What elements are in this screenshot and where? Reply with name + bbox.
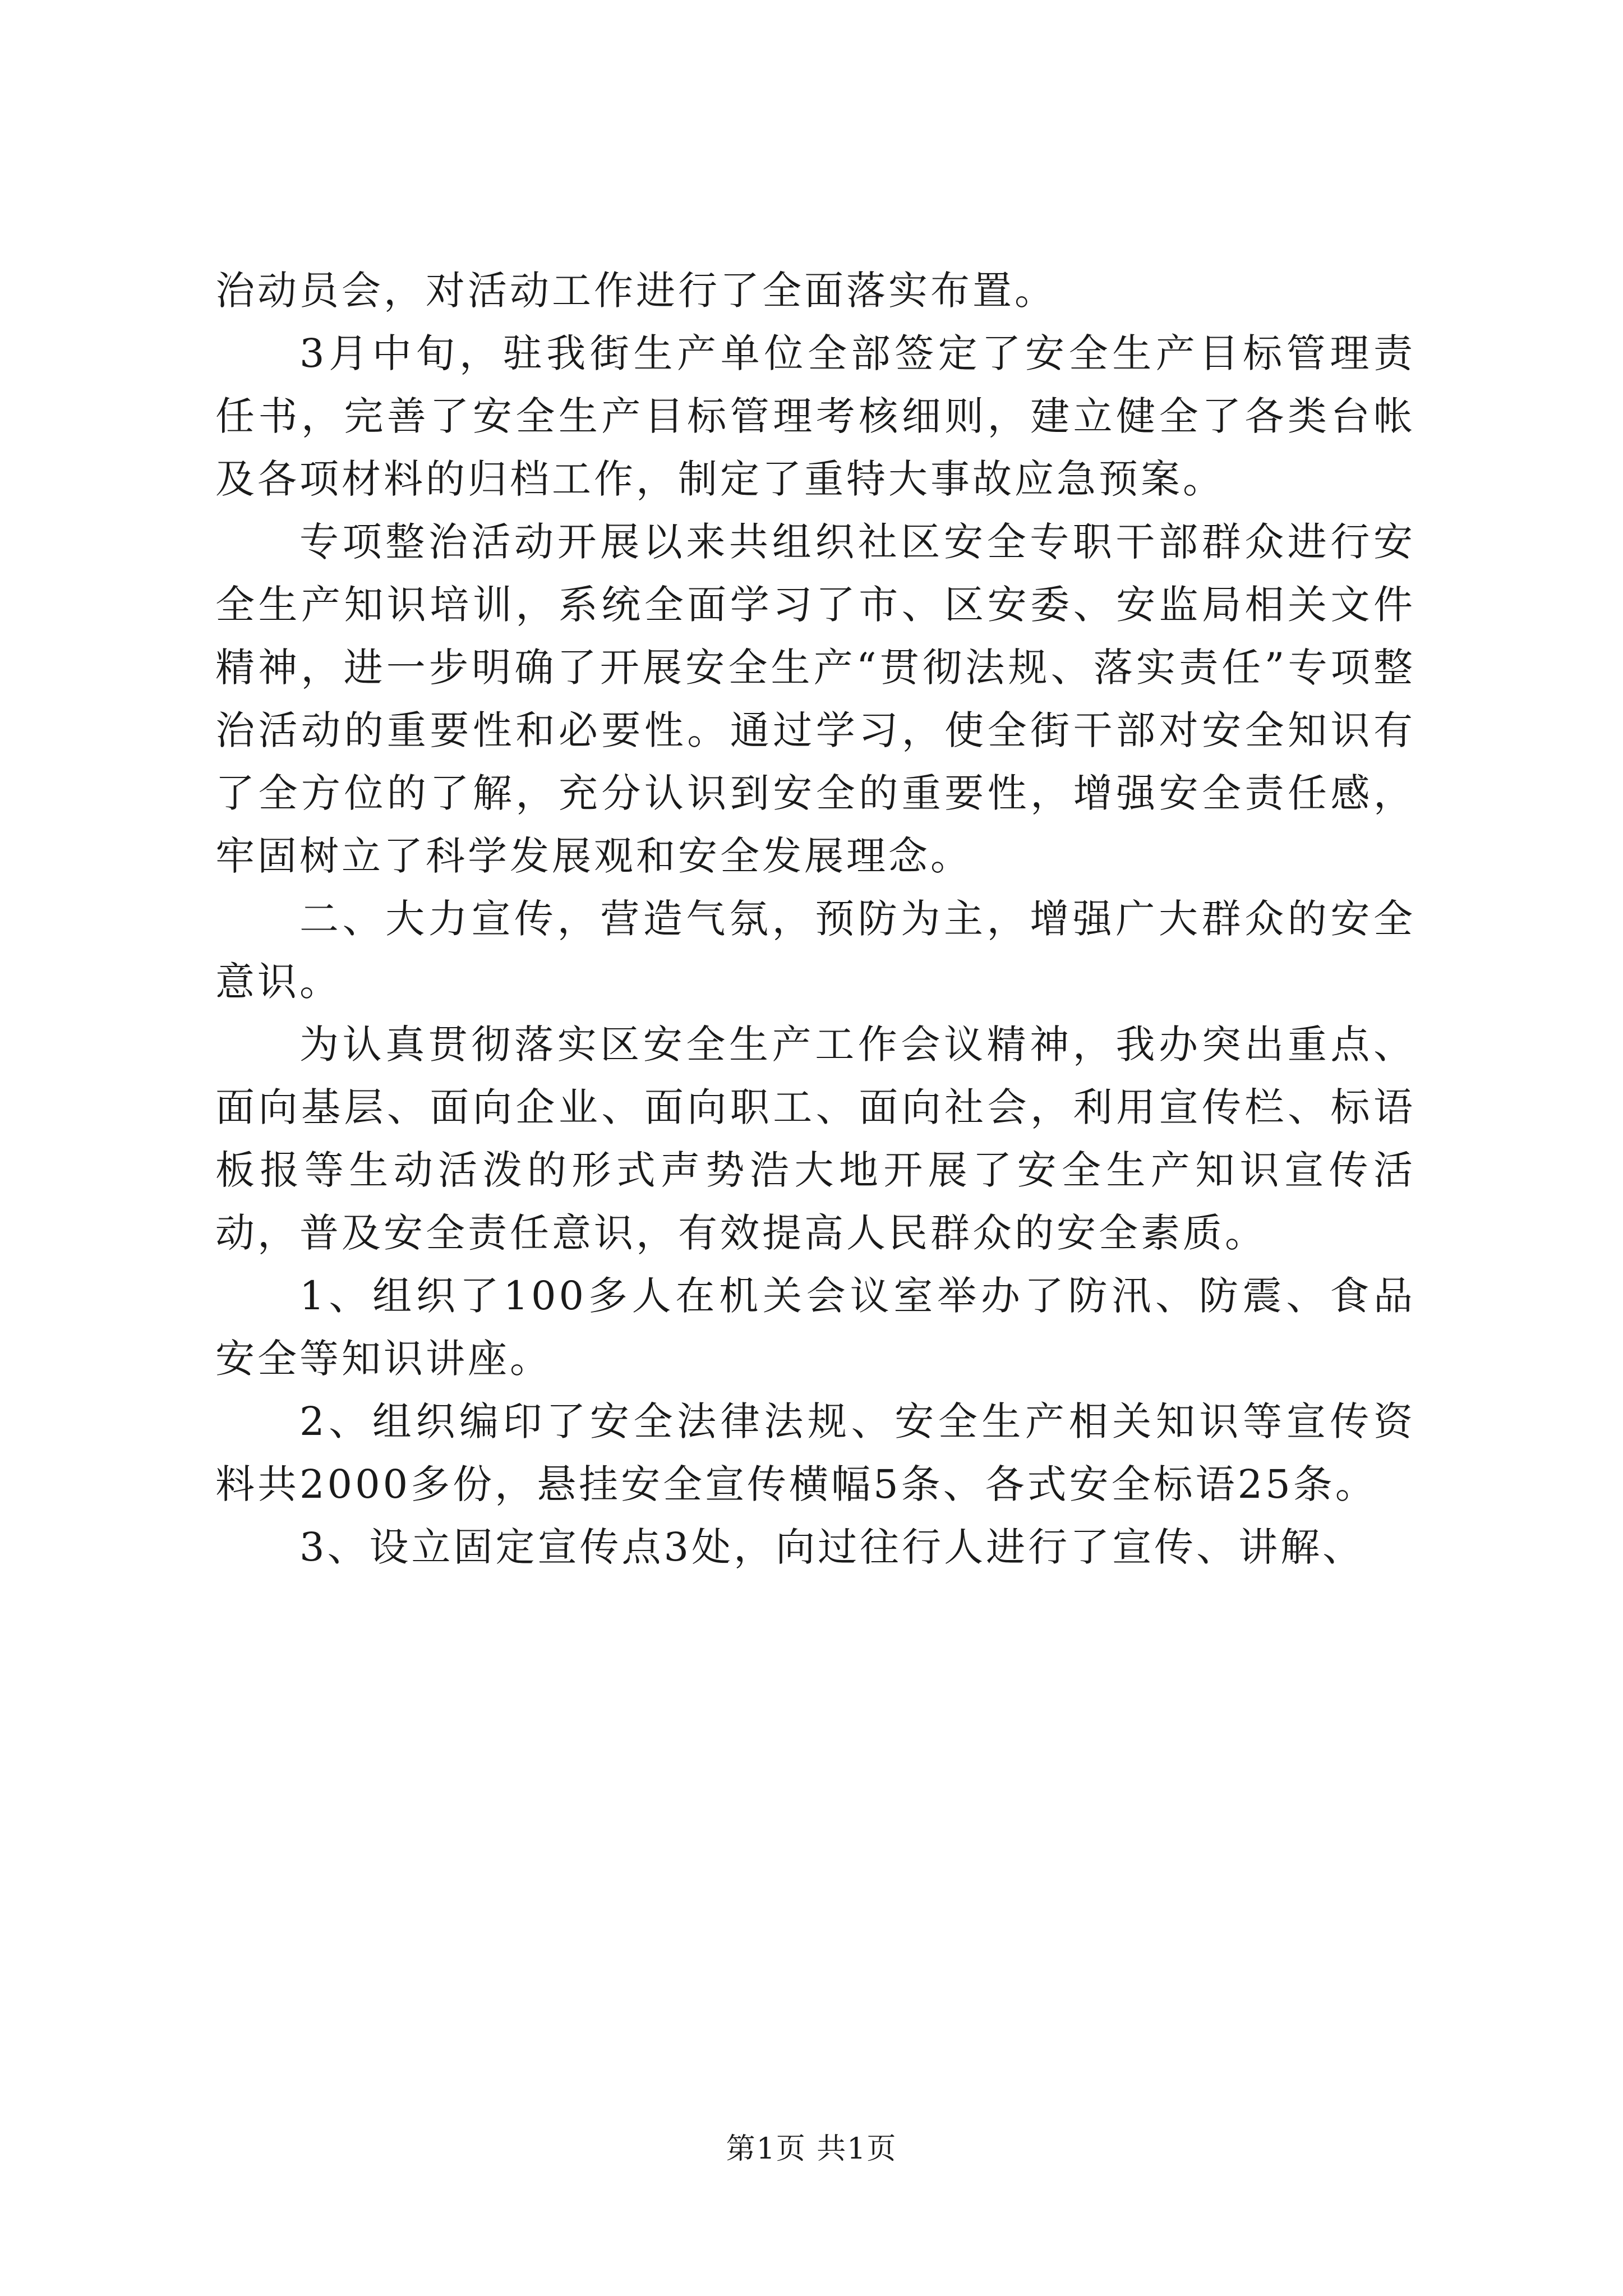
paragraph-2: 3月中旬，驻我街生产单位全部签定了安全生产目标管理责任书，完善了安全生产目标管理考核细则，建立健全了各类台帐及各项材料的归档工作，制定了重特大事故应急预案。 — [215, 330, 1415, 502]
paragraph-4: 为认真贯彻落实区安全生产工作会议精神，我办突出重点、面向基层、面向企业、面向职工、面向社会，利用宣传栏、标语板报等生动活泼的形式声势浩大地开展了安全生产知识宣传活动，普及安全责任意识，有效提高人民群众的安全素质。 — [215, 1022, 1415, 1256]
paragraph-3: 专项整治活动开展以来共组织社区安全专职干部群众进行安全生产知识培训，系统全面学习了市、区安委、安监局相关文件精神，进一步明确了开展安全生产“贯彻法规、落实责任”专项整治活动的重要性和必要性。通过学习，使全街干部对安全知识有了全方位的了解，充分认识到安全的重要性，增强安全责任感，牢固树立了科学发展观和安全发展理念。 — [215, 519, 1415, 879]
list-item-2: 2、组织编印了安全法律法规、安全生产相关知识等宣传资料共2000多份，悬挂安全宣传横幅5条、各式安全标语25条。 — [215, 1398, 1415, 1507]
paragraph-1: 治动员会，对活动工作进行了全面落实布置。 — [215, 268, 1057, 314]
page-footer: 第1页 共1页 — [726, 2132, 897, 2166]
list-item-3: 3、设立固定宣传点3处，向过往行人进行了宣传、讲解、 — [299, 1524, 1365, 1570]
document-body — [215, 259, 1415, 1579]
list-item-1: 1、组织了100多人在机关会议室举办了防汛、防震、食品安全等知识讲座。 — [215, 1273, 1415, 1382]
section-heading-2: 二、大力宣传，营造气氛，预防为主，增强广大群众的安全意识。 — [215, 896, 1415, 1005]
